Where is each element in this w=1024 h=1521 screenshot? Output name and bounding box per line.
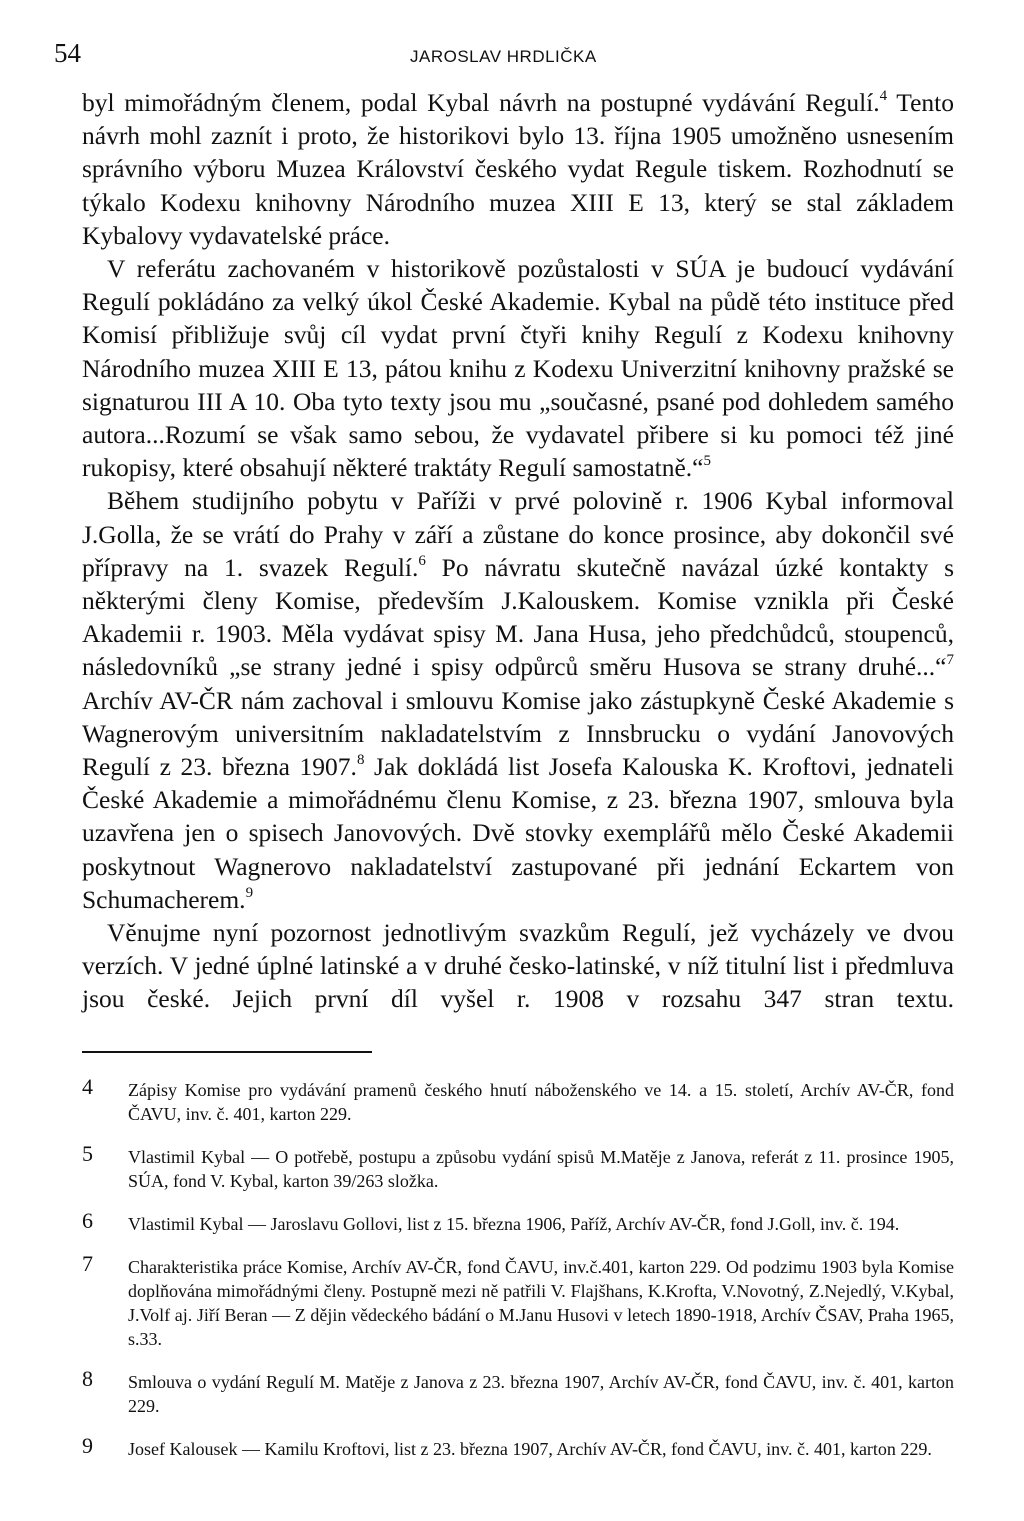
footnote-number: 4 (82, 1074, 93, 1099)
page-number: 54 (54, 38, 81, 68)
footnote-4 (82, 1074, 954, 1126)
footnote-number: 8 (82, 1366, 93, 1391)
footnote-text: Charakteristika práce Komise, Archív AV-ČR, fond ČAVU, inv.č.401, karton 229. Od podzimu 1903 byla Komise doplňována mimořádnými členy. Postupně mezi ně patřili V. Flajšhans, K.Krofta, V.Novotný, Z.Nejedlý, V.Kybal, J.Volf aj. Jiří Beran — Z dějin vědeckého bádání o M.Janu Husovi v letech 1890-1918, Archív ČSAV, Praha 1965, s.33. (128, 1257, 954, 1349)
text-run: Během studijního pobytu v Paříži v prvé polovině r. 1906 Kybal informoval J.Golla, že se vrátí do Prahy v září a zůstane do konce prosince, aby dokončil své přípravy na 1. svazek Regulí. (82, 486, 954, 582)
footnotes (82, 1074, 954, 1480)
paragraph-1 (82, 86, 954, 252)
text-run: Jak dokládá list Josefa Kalouska K. Kroftovi, jednateli České Akademie a mimořádnému členu Komise, z 23. března 1907, smlouva byla uzavřena jen o spisech Janovových. Dvě stovky exemplářů mělo České Akademii poskytnout Wagnerovo nakladatelství zastupované při jednání Eckartem von Schumacherem. (82, 752, 954, 914)
paragraph-4: Věnujme nyní pozornost jednotlivým svazkům Regulí, jež vycházely ve dvou verzích. V jedné úplné latinské a v druhé česko-latinské, v níž titulní list i předmluva jsou české. Jejich první díl vyšel r. 1908 v rozsahu 347 stran textu. (82, 918, 954, 1014)
body-text (82, 86, 954, 1016)
footnote-ref-8[interactable]: 8 (356, 752, 365, 769)
footnote-text: Josef Kalousek — Kamilu Kroftovi, list z 23. března 1907, Archív AV-ČR, fond ČAVU, inv. č. 401, karton 229. (128, 1439, 932, 1459)
running-head: JAROSLAV HRDLIČKA (410, 47, 597, 66)
footnote-text: Zápisy Komise pro vydávání pramenů českého hnutí náboženského ve 14. a 15. století, Archív AV-ČR, fond ČAVU, inv. č. 401, karton 229. (128, 1080, 954, 1124)
footnote-ref-6[interactable]: 6 (418, 552, 426, 569)
text-run: Po návratu skutečně navázal úzké kontakty s některými členy Komise, především J.Kalouskem. Komise vznikla při České Akademii r. 1903. Měla vydávat spisy M. Jana Husa, jeho předchůdců, stoupenců, následovníků „se strany jedné i spisy odpůrců směru Husova se strany druhé...“ (82, 552, 955, 682)
footnote-text: Vlastimil Kybal — O potřebě, postupu a způsobu vydání spisů M.Matěje z Janova, referát z 11. prosince 1905, SÚA, fond V. Kybal, karton 39/263 složka. (128, 1147, 954, 1191)
text-run: V referátu zachovaném v historikově pozůstalosti v SÚA je budoucí vydávání Regulí pokládáno za velký úkol České Akademie. Kybal na půdě této instituce před Komisí přibližuje svůj cíl vydat první čtyři knihy Regulí z Kodexu knihovny Národního muzea XIII E 13, pátou knihu z Kodexu Univerzitní knihovny pražské se signaturou III A 10. Oba tyto texty jsou mu „současné, psané pod dohledem samého autora...Rozumí se však samo sebou, že vydavatel přibere si ku pomoci též jiné rukopisy, které obsahují některé traktáty Regulí samostatně.“ (82, 254, 954, 483)
footnote-rule (82, 1051, 372, 1053)
paragraph-3 (82, 484, 954, 916)
text-run: Tento návrh mohl zaznít i proto, že historikovi bylo 13. října 1905 umožněno usnesením správního výboru Muzea Království českého vydat Regule tiskem. Rozhodnutí se týkalo Kodexu knihovny Národního muzea XIII E 13, který se stal základem Kybalovy vydavatelské práce. (82, 88, 954, 250)
footnote-number: 7 (82, 1251, 93, 1276)
footnote-ref-7[interactable]: 7 (946, 652, 954, 669)
paragraph-2 (82, 252, 954, 484)
footnote-number: 6 (82, 1208, 93, 1233)
footnote-8 (82, 1366, 954, 1418)
footnote-9 (82, 1433, 954, 1461)
footnote-number: 9 (82, 1433, 93, 1458)
footnote-text: Smlouva o vydání Regulí M. Matěje z Janova z 23. března 1907, Archív AV-ČR, fond ČAVU, inv. č. 401, karton 229. (128, 1372, 954, 1416)
footnote-text: Vlastimil Kybal — Jaroslavu Gollovi, list z 15. března 1906, Paříž, Archív AV-ČR, fond J.Goll, inv. č. 194. (128, 1214, 900, 1234)
footnote-ref-9[interactable]: 9 (245, 884, 254, 901)
text-run: Archív AV-ČR nám zachoval i smlouvu Komise jako zástupkyně České Akademie s Wagnerovým universitním nakladatelstvím z Innsbrucku o vydání Janovových Regulí z 23. března 1907. (82, 685, 954, 782)
footnote-ref-5[interactable]: 5 (703, 453, 712, 470)
text-run: byl mimořádným členem, podal Kybal návrh na postupné vydávání Regulí. (82, 88, 880, 117)
footnote-5 (82, 1141, 954, 1193)
footnote-6 (82, 1208, 954, 1236)
footnote-ref-4[interactable]: 4 (879, 88, 888, 104)
footnote-number: 5 (82, 1141, 93, 1166)
footnote-7 (82, 1251, 954, 1351)
